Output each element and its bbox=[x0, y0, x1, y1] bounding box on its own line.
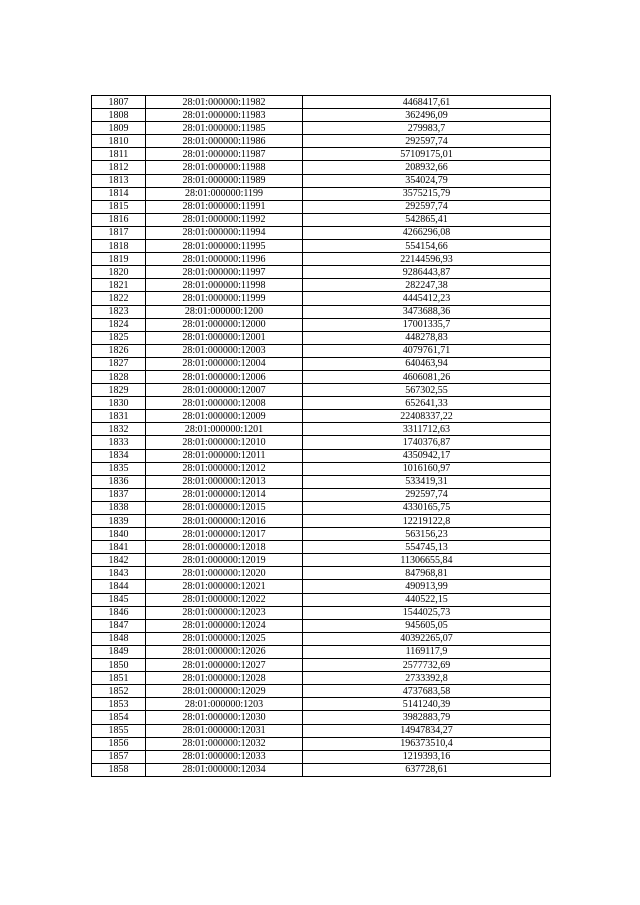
table-row bbox=[92, 135, 551, 148]
table-row bbox=[92, 357, 551, 370]
value-cell: 554154,66 bbox=[303, 240, 551, 253]
table-row bbox=[92, 109, 551, 122]
value-cell: 4445412,23 bbox=[303, 292, 551, 305]
value-cell: 22144596,93 bbox=[303, 253, 551, 266]
table-row bbox=[92, 279, 551, 292]
cadastral-number-cell: 28:01:000000:12025 bbox=[146, 632, 303, 645]
value-cell: 4606081,26 bbox=[303, 370, 551, 383]
cadastral-number-cell: 28:01:000000:11985 bbox=[146, 122, 303, 135]
table-row bbox=[92, 122, 551, 135]
table-row bbox=[92, 711, 551, 724]
cadastral-number-cell: 28:01:000000:11999 bbox=[146, 292, 303, 305]
table-row bbox=[92, 449, 551, 462]
row-number-cell: 1822 bbox=[92, 292, 146, 305]
value-cell: 362496,09 bbox=[303, 109, 551, 122]
value-cell: 3311712,63 bbox=[303, 423, 551, 436]
table-row bbox=[92, 763, 551, 776]
row-number-cell: 1830 bbox=[92, 397, 146, 410]
table-row bbox=[92, 436, 551, 449]
cadastral-number-cell: 28:01:000000:12034 bbox=[146, 763, 303, 776]
value-cell: 196373510,4 bbox=[303, 737, 551, 750]
table-row bbox=[92, 96, 551, 109]
row-number-cell: 1842 bbox=[92, 554, 146, 567]
row-number-cell: 1852 bbox=[92, 685, 146, 698]
cadastral-number-cell: 28:01:000000:12032 bbox=[146, 737, 303, 750]
table-row bbox=[92, 528, 551, 541]
cadastral-number-cell: 28:01:000000:11991 bbox=[146, 200, 303, 213]
value-cell: 4330165,75 bbox=[303, 501, 551, 514]
cadastral-number-cell: 28:01:000000:11983 bbox=[146, 109, 303, 122]
row-number-cell: 1821 bbox=[92, 279, 146, 292]
row-number-cell: 1849 bbox=[92, 645, 146, 658]
cadastral-number-cell: 28:01:000000:12006 bbox=[146, 370, 303, 383]
row-number-cell: 1812 bbox=[92, 161, 146, 174]
cadastral-number-cell: 28:01:000000:12019 bbox=[146, 554, 303, 567]
row-number-cell: 1810 bbox=[92, 135, 146, 148]
row-number-cell: 1816 bbox=[92, 213, 146, 226]
cadastral-number-cell: 28:01:000000:12010 bbox=[146, 436, 303, 449]
value-cell: 292597,74 bbox=[303, 200, 551, 213]
row-number-cell: 1815 bbox=[92, 200, 146, 213]
value-cell: 11306655,84 bbox=[303, 554, 551, 567]
table-row bbox=[92, 488, 551, 501]
value-cell: 282247,38 bbox=[303, 279, 551, 292]
value-cell: 3575215,79 bbox=[303, 187, 551, 200]
cadastral-number-cell: 28:01:000000:12003 bbox=[146, 344, 303, 357]
value-cell: 637728,61 bbox=[303, 763, 551, 776]
row-number-cell: 1834 bbox=[92, 449, 146, 462]
table-row bbox=[92, 423, 551, 436]
table-row bbox=[92, 187, 551, 200]
table-row bbox=[92, 384, 551, 397]
value-cell: 40392265,07 bbox=[303, 632, 551, 645]
cadastral-number-cell: 28:01:000000:12013 bbox=[146, 475, 303, 488]
table-row bbox=[92, 397, 551, 410]
value-cell: 440522,15 bbox=[303, 593, 551, 606]
cadastral-number-cell: 28:01:000000:12027 bbox=[146, 659, 303, 672]
row-number-cell: 1826 bbox=[92, 344, 146, 357]
value-cell: 14947834,27 bbox=[303, 724, 551, 737]
cadastral-number-cell: 28:01:000000:12021 bbox=[146, 580, 303, 593]
cadastral-number-cell: 28:01:000000:12026 bbox=[146, 645, 303, 658]
value-cell: 640463,94 bbox=[303, 357, 551, 370]
row-number-cell: 1846 bbox=[92, 606, 146, 619]
value-cell: 2577732,69 bbox=[303, 659, 551, 672]
table-row bbox=[92, 659, 551, 672]
row-number-cell: 1811 bbox=[92, 148, 146, 161]
value-cell: 448278,83 bbox=[303, 331, 551, 344]
cadastral-number-cell: 28:01:000000:12000 bbox=[146, 318, 303, 331]
cadastral-number-cell: 28:01:000000:12030 bbox=[146, 711, 303, 724]
row-number-cell: 1828 bbox=[92, 370, 146, 383]
value-cell: 22408337,22 bbox=[303, 410, 551, 423]
cadastral-number-cell: 28:01:000000:12024 bbox=[146, 619, 303, 632]
cadastral-number-cell: 28:01:000000:11998 bbox=[146, 279, 303, 292]
table-row bbox=[92, 606, 551, 619]
table-row bbox=[92, 331, 551, 344]
row-number-cell: 1835 bbox=[92, 462, 146, 475]
value-cell: 57109175,01 bbox=[303, 148, 551, 161]
table-row bbox=[92, 226, 551, 239]
value-cell: 542865,41 bbox=[303, 213, 551, 226]
table-row bbox=[92, 266, 551, 279]
cadastral-number-cell: 28:01:000000:11996 bbox=[146, 253, 303, 266]
row-number-cell: 1854 bbox=[92, 711, 146, 724]
table-row bbox=[92, 240, 551, 253]
value-cell: 2733392,8 bbox=[303, 672, 551, 685]
row-number-cell: 1813 bbox=[92, 174, 146, 187]
row-number-cell: 1807 bbox=[92, 96, 146, 109]
cadastral-number-cell: 28:01:000000:12009 bbox=[146, 410, 303, 423]
value-cell: 279983,7 bbox=[303, 122, 551, 135]
row-number-cell: 1858 bbox=[92, 763, 146, 776]
row-number-cell: 1856 bbox=[92, 737, 146, 750]
cadastral-number-cell: 28:01:000000:1199 bbox=[146, 187, 303, 200]
row-number-cell: 1819 bbox=[92, 253, 146, 266]
row-number-cell: 1851 bbox=[92, 672, 146, 685]
value-cell: 354024,79 bbox=[303, 174, 551, 187]
table-row bbox=[92, 672, 551, 685]
value-cell: 563156,23 bbox=[303, 528, 551, 541]
value-cell: 3473688,36 bbox=[303, 305, 551, 318]
row-number-cell: 1831 bbox=[92, 410, 146, 423]
cadastral-number-cell: 28:01:000000:1203 bbox=[146, 698, 303, 711]
cadastral-number-cell: 28:01:000000:11992 bbox=[146, 213, 303, 226]
value-cell: 1016160,97 bbox=[303, 462, 551, 475]
table-row bbox=[92, 724, 551, 737]
row-number-cell: 1848 bbox=[92, 632, 146, 645]
value-cell: 1544025,73 bbox=[303, 606, 551, 619]
table-body bbox=[92, 96, 551, 777]
value-cell: 847968,81 bbox=[303, 567, 551, 580]
table-row bbox=[92, 567, 551, 580]
table-row bbox=[92, 475, 551, 488]
cadastral-number-cell: 28:01:000000:12022 bbox=[146, 593, 303, 606]
value-cell: 17001335,7 bbox=[303, 318, 551, 331]
row-number-cell: 1841 bbox=[92, 541, 146, 554]
cadastral-number-cell: 28:01:000000:1200 bbox=[146, 305, 303, 318]
cadastral-number-cell: 28:01:000000:11986 bbox=[146, 135, 303, 148]
table-row bbox=[92, 632, 551, 645]
row-number-cell: 1824 bbox=[92, 318, 146, 331]
value-cell: 292597,74 bbox=[303, 488, 551, 501]
cadastral-number-cell: 28:01:000000:1201 bbox=[146, 423, 303, 436]
table-row bbox=[92, 318, 551, 331]
cadastral-number-cell: 28:01:000000:12008 bbox=[146, 397, 303, 410]
table-row bbox=[92, 213, 551, 226]
cadastral-number-cell: 28:01:000000:12014 bbox=[146, 488, 303, 501]
cadastral-number-cell: 28:01:000000:11994 bbox=[146, 226, 303, 239]
row-number-cell: 1843 bbox=[92, 567, 146, 580]
value-cell: 4350942,17 bbox=[303, 449, 551, 462]
table-row bbox=[92, 698, 551, 711]
cadastral-number-cell: 28:01:000000:12007 bbox=[146, 384, 303, 397]
row-number-cell: 1832 bbox=[92, 423, 146, 436]
row-number-cell: 1855 bbox=[92, 724, 146, 737]
table-row bbox=[92, 253, 551, 266]
cadastral-number-cell: 28:01:000000:12018 bbox=[146, 541, 303, 554]
cadastral-number-cell: 28:01:000000:12015 bbox=[146, 501, 303, 514]
cadastral-number-cell: 28:01:000000:11997 bbox=[146, 266, 303, 279]
value-cell: 567302,55 bbox=[303, 384, 551, 397]
value-cell: 554745,13 bbox=[303, 541, 551, 554]
value-cell: 533419,31 bbox=[303, 475, 551, 488]
table-row bbox=[92, 580, 551, 593]
value-cell: 1740376,87 bbox=[303, 436, 551, 449]
table-row bbox=[92, 750, 551, 763]
row-number-cell: 1845 bbox=[92, 593, 146, 606]
table-row bbox=[92, 501, 551, 514]
cadastral-number-cell: 28:01:000000:11982 bbox=[146, 96, 303, 109]
table-row bbox=[92, 515, 551, 528]
table-row bbox=[92, 174, 551, 187]
cadastral-number-cell: 28:01:000000:12016 bbox=[146, 515, 303, 528]
row-number-cell: 1827 bbox=[92, 357, 146, 370]
table-row bbox=[92, 200, 551, 213]
cadastral-number-cell: 28:01:000000:11989 bbox=[146, 174, 303, 187]
table-row bbox=[92, 685, 551, 698]
cadastral-number-cell: 28:01:000000:12001 bbox=[146, 331, 303, 344]
row-number-cell: 1844 bbox=[92, 580, 146, 593]
row-number-cell: 1847 bbox=[92, 619, 146, 632]
row-number-cell: 1853 bbox=[92, 698, 146, 711]
row-number-cell: 1857 bbox=[92, 750, 146, 763]
row-number-cell: 1837 bbox=[92, 488, 146, 501]
table-row bbox=[92, 148, 551, 161]
row-number-cell: 1825 bbox=[92, 331, 146, 344]
value-cell: 12219122,8 bbox=[303, 515, 551, 528]
table-row bbox=[92, 305, 551, 318]
row-number-cell: 1829 bbox=[92, 384, 146, 397]
value-cell: 652641,33 bbox=[303, 397, 551, 410]
row-number-cell: 1820 bbox=[92, 266, 146, 279]
table-row bbox=[92, 410, 551, 423]
table-row bbox=[92, 161, 551, 174]
cadastral-number-cell: 28:01:000000:12004 bbox=[146, 357, 303, 370]
value-cell: 4737683,58 bbox=[303, 685, 551, 698]
value-cell: 1219393,16 bbox=[303, 750, 551, 763]
cadastral-number-cell: 28:01:000000:11987 bbox=[146, 148, 303, 161]
row-number-cell: 1833 bbox=[92, 436, 146, 449]
row-number-cell: 1823 bbox=[92, 305, 146, 318]
row-number-cell: 1838 bbox=[92, 501, 146, 514]
row-number-cell: 1818 bbox=[92, 240, 146, 253]
table-row bbox=[92, 645, 551, 658]
value-cell: 292597,74 bbox=[303, 135, 551, 148]
value-cell: 1169117,9 bbox=[303, 645, 551, 658]
value-cell: 5141240,39 bbox=[303, 698, 551, 711]
row-number-cell: 1808 bbox=[92, 109, 146, 122]
row-number-cell: 1840 bbox=[92, 528, 146, 541]
value-cell: 4079761,71 bbox=[303, 344, 551, 357]
value-cell: 4468417,61 bbox=[303, 96, 551, 109]
table-row bbox=[92, 541, 551, 554]
cadastral-number-cell: 28:01:000000:12028 bbox=[146, 672, 303, 685]
cadastral-value-table bbox=[91, 95, 551, 777]
row-number-cell: 1809 bbox=[92, 122, 146, 135]
table-row bbox=[92, 370, 551, 383]
row-number-cell: 1814 bbox=[92, 187, 146, 200]
table-row bbox=[92, 737, 551, 750]
cadastral-number-cell: 28:01:000000:11988 bbox=[146, 161, 303, 174]
table-row bbox=[92, 619, 551, 632]
row-number-cell: 1836 bbox=[92, 475, 146, 488]
cadastral-number-cell: 28:01:000000:12031 bbox=[146, 724, 303, 737]
value-cell: 490913,99 bbox=[303, 580, 551, 593]
cadastral-number-cell: 28:01:000000:12033 bbox=[146, 750, 303, 763]
cadastral-number-cell: 28:01:000000:11995 bbox=[146, 240, 303, 253]
value-cell: 945605,05 bbox=[303, 619, 551, 632]
value-cell: 208932,66 bbox=[303, 161, 551, 174]
cadastral-number-cell: 28:01:000000:12029 bbox=[146, 685, 303, 698]
value-cell: 9286443,87 bbox=[303, 266, 551, 279]
table-row bbox=[92, 462, 551, 475]
cadastral-number-cell: 28:01:000000:12017 bbox=[146, 528, 303, 541]
table-row bbox=[92, 344, 551, 357]
cadastral-number-cell: 28:01:000000:12023 bbox=[146, 606, 303, 619]
table-row bbox=[92, 292, 551, 305]
cadastral-number-cell: 28:01:000000:12020 bbox=[146, 567, 303, 580]
row-number-cell: 1839 bbox=[92, 515, 146, 528]
value-cell: 4266296,08 bbox=[303, 226, 551, 239]
cadastral-number-cell: 28:01:000000:12011 bbox=[146, 449, 303, 462]
row-number-cell: 1817 bbox=[92, 226, 146, 239]
table-row bbox=[92, 593, 551, 606]
table-row bbox=[92, 554, 551, 567]
cadastral-number-cell: 28:01:000000:12012 bbox=[146, 462, 303, 475]
value-cell: 3982883,79 bbox=[303, 711, 551, 724]
row-number-cell: 1850 bbox=[92, 659, 146, 672]
